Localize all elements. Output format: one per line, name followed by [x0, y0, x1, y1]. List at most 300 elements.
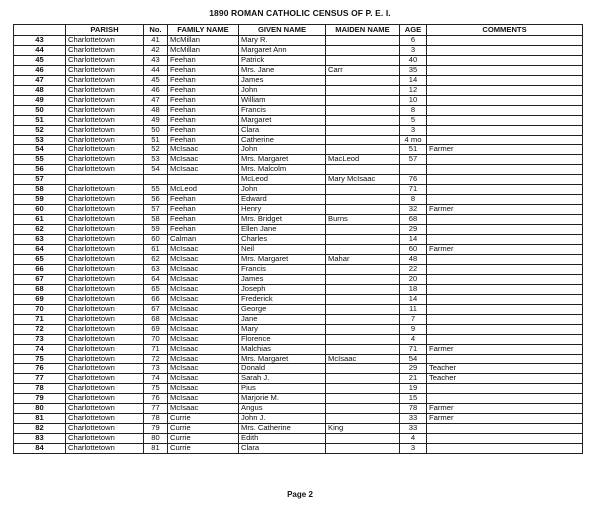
comments-cell — [427, 105, 583, 115]
comments-cell — [427, 394, 583, 404]
age-cell: 20 — [400, 274, 427, 284]
maiden-name-cell — [326, 364, 400, 374]
age-cell: 60 — [400, 245, 427, 255]
maiden-name-cell — [326, 374, 400, 384]
maiden-name-cell — [326, 394, 400, 404]
no-cell: 64 — [144, 274, 168, 284]
comments-cell — [427, 75, 583, 85]
family-name-cell: Feehan — [168, 195, 239, 205]
row-number: 80 — [14, 404, 66, 414]
given-name-cell: George — [239, 304, 326, 314]
age-cell: 40 — [400, 55, 427, 65]
family-name-cell: McIsaac — [168, 394, 239, 404]
no-cell: 70 — [144, 334, 168, 344]
family-name-cell: Feehan — [168, 115, 239, 125]
no-cell: 42 — [144, 45, 168, 55]
table-row — [14, 36, 583, 46]
comments-cell — [427, 85, 583, 95]
family-name-cell: McIsaac — [168, 374, 239, 384]
given-name-cell: McLeod — [239, 175, 326, 185]
no-cell: 53 — [144, 155, 168, 165]
table-row — [14, 394, 583, 404]
given-name-cell: Florence — [239, 334, 326, 344]
given-name-cell: William — [239, 95, 326, 105]
census-table — [13, 24, 583, 454]
age-cell: 4 — [400, 434, 427, 444]
given-name-cell: Malchias — [239, 344, 326, 354]
row-number: 58 — [14, 185, 66, 195]
no-cell: 65 — [144, 284, 168, 294]
given-name-cell: Mary — [239, 324, 326, 334]
parish-cell: Charlottetown — [66, 125, 144, 135]
comments-cell: Farmer — [427, 344, 583, 354]
age-cell: 68 — [400, 215, 427, 225]
maiden-name-cell: Mahar — [326, 254, 400, 264]
age-cell: 10 — [400, 95, 427, 105]
parish-cell: Charlottetown — [66, 185, 144, 195]
row-number: 78 — [14, 384, 66, 394]
comments-cell — [427, 264, 583, 274]
given-name-cell: Mary R. — [239, 36, 326, 46]
maiden-name-cell — [326, 125, 400, 135]
comments-cell: Farmer — [427, 205, 583, 215]
row-number: 62 — [14, 225, 66, 235]
age-cell: 4 — [400, 334, 427, 344]
comments-cell — [427, 45, 583, 55]
family-name-cell: Feehan — [168, 95, 239, 105]
family-name-cell: McIsaac — [168, 404, 239, 414]
maiden-name-cell — [326, 324, 400, 334]
row-number: 60 — [14, 205, 66, 215]
row-number: 44 — [14, 45, 66, 55]
row-number: 52 — [14, 125, 66, 135]
given-name-cell: Ellen Jane — [239, 225, 326, 235]
maiden-name-cell: Mary McIsaac — [326, 175, 400, 185]
comments-cell — [427, 55, 583, 65]
maiden-name-cell — [326, 414, 400, 424]
comments-cell — [427, 314, 583, 324]
parish-cell: Charlottetown — [66, 334, 144, 344]
maiden-name-cell — [326, 36, 400, 46]
family-name-cell: McLeod — [168, 185, 239, 195]
row-number: 64 — [14, 245, 66, 255]
parish-cell — [66, 175, 144, 185]
table-row — [14, 105, 583, 115]
parish-cell: Charlottetown — [66, 135, 144, 145]
comments-cell — [427, 215, 583, 225]
maiden-name-cell: Burns — [326, 215, 400, 225]
table-row — [14, 245, 583, 255]
no-cell: 74 — [144, 374, 168, 384]
parish-cell: Charlottetown — [66, 105, 144, 115]
given-name-cell: Catherine — [239, 135, 326, 145]
age-cell: 8 — [400, 195, 427, 205]
age-cell: 22 — [400, 264, 427, 274]
comments-cell — [427, 175, 583, 185]
comments-cell — [427, 125, 583, 135]
given-name-cell: Mrs. Margaret — [239, 254, 326, 264]
age-cell: 4 mo — [400, 135, 427, 145]
given-name-cell: Francis — [239, 264, 326, 274]
family-name-cell: McIsaac — [168, 324, 239, 334]
row-number: 56 — [14, 165, 66, 175]
maiden-name-cell — [326, 344, 400, 354]
comments-cell — [427, 165, 583, 175]
maiden-name-cell — [326, 55, 400, 65]
age-cell — [400, 165, 427, 175]
table-row — [14, 65, 583, 75]
row-number: 71 — [14, 314, 66, 324]
table-row — [14, 85, 583, 95]
maiden-name-cell — [326, 105, 400, 115]
no-cell: 60 — [144, 235, 168, 245]
table-row — [14, 205, 583, 215]
table-row — [14, 374, 583, 384]
table-row — [14, 225, 583, 235]
parish-cell: Charlottetown — [66, 404, 144, 414]
family-name-cell: McIsaac — [168, 294, 239, 304]
given-name-cell: Margaret — [239, 115, 326, 125]
age-cell: 29 — [400, 225, 427, 235]
given-name-cell: John — [239, 185, 326, 195]
table-row — [14, 324, 583, 334]
parish-cell: Charlottetown — [66, 65, 144, 75]
parish-cell: Charlottetown — [66, 95, 144, 105]
given-name-cell: Margaret Ann — [239, 45, 326, 55]
family-name-cell: Feehan — [168, 125, 239, 135]
comments-cell — [427, 36, 583, 46]
age-cell: 15 — [400, 394, 427, 404]
parish-cell: Charlottetown — [66, 55, 144, 65]
age-cell: 3 — [400, 125, 427, 135]
row-number: 53 — [14, 135, 66, 145]
table-row — [14, 364, 583, 374]
table-row — [14, 145, 583, 155]
given-name-cell: Edward — [239, 195, 326, 205]
comments-cell — [427, 434, 583, 444]
family-name-cell: McMillan — [168, 45, 239, 55]
parish-cell: Charlottetown — [66, 245, 144, 255]
age-cell: 3 — [400, 444, 427, 454]
given-name-cell: Jane — [239, 314, 326, 324]
no-cell: 63 — [144, 264, 168, 274]
given-name-cell: James — [239, 75, 326, 85]
maiden-name-cell — [326, 185, 400, 195]
age-cell: 21 — [400, 374, 427, 384]
row-number: 82 — [14, 424, 66, 434]
no-cell: 78 — [144, 414, 168, 424]
row-number: 77 — [14, 374, 66, 384]
family-name-cell: Feehan — [168, 75, 239, 85]
given-name-cell: Sarah J. — [239, 374, 326, 384]
table-row — [14, 334, 583, 344]
maiden-name-cell — [326, 274, 400, 284]
given-name-cell: Frederick — [239, 294, 326, 304]
family-name-cell: Feehan — [168, 225, 239, 235]
parish-cell: Charlottetown — [66, 85, 144, 95]
no-cell: 48 — [144, 105, 168, 115]
table-row — [14, 115, 583, 125]
parish-cell: Charlottetown — [66, 205, 144, 215]
maiden-name-cell — [326, 235, 400, 245]
maiden-name-cell — [326, 314, 400, 324]
table-row — [14, 304, 583, 314]
no-cell: 58 — [144, 215, 168, 225]
given-name-cell: John J. — [239, 414, 326, 424]
no-cell: 68 — [144, 314, 168, 324]
age-cell: 76 — [400, 175, 427, 185]
row-number: 49 — [14, 95, 66, 105]
no-cell: 72 — [144, 354, 168, 364]
age-cell: 78 — [400, 404, 427, 414]
parish-cell: Charlottetown — [66, 264, 144, 274]
table-row — [14, 125, 583, 135]
family-name-cell: McIsaac — [168, 274, 239, 284]
row-number: 50 — [14, 105, 66, 115]
family-name-cell: Currie — [168, 434, 239, 444]
comments-cell: Farmer — [427, 404, 583, 414]
table-row — [14, 45, 583, 55]
parish-cell: Charlottetown — [66, 424, 144, 434]
family-name-cell: Feehan — [168, 205, 239, 215]
family-name-cell: Currie — [168, 414, 239, 424]
age-cell: 11 — [400, 304, 427, 314]
maiden-name-cell: Carr — [326, 65, 400, 75]
parish-cell: Charlottetown — [66, 45, 144, 55]
given-name-cell: Patrick — [239, 55, 326, 65]
maiden-name-cell — [326, 334, 400, 344]
row-number: 84 — [14, 444, 66, 454]
given-name-cell: John — [239, 145, 326, 155]
given-name-cell: Donald — [239, 364, 326, 374]
given-name-cell: Mrs. Malcolm — [239, 165, 326, 175]
no-cell: 59 — [144, 225, 168, 235]
comments-cell — [427, 354, 583, 364]
comments-cell — [427, 274, 583, 284]
parish-cell: Charlottetown — [66, 344, 144, 354]
header-age: AGE — [400, 25, 427, 36]
age-cell: 71 — [400, 344, 427, 354]
no-cell: 43 — [144, 55, 168, 65]
comments-cell — [427, 304, 583, 314]
parish-cell: Charlottetown — [66, 324, 144, 334]
header-no: No. — [144, 25, 168, 36]
family-name-cell: McIsaac — [168, 304, 239, 314]
parish-cell: Charlottetown — [66, 314, 144, 324]
no-cell: 41 — [144, 36, 168, 46]
header-family-name: FAMILY NAME — [168, 25, 239, 36]
comments-cell — [427, 284, 583, 294]
header-given-name: GIVEN NAME — [239, 25, 326, 36]
row-number: 54 — [14, 145, 66, 155]
age-cell: 5 — [400, 115, 427, 125]
row-number: 45 — [14, 55, 66, 65]
parish-cell: Charlottetown — [66, 294, 144, 304]
table-row — [14, 165, 583, 175]
maiden-name-cell: King — [326, 424, 400, 434]
table-row — [14, 404, 583, 414]
table-row — [14, 254, 583, 264]
no-cell: 55 — [144, 185, 168, 195]
parish-cell: Charlottetown — [66, 274, 144, 284]
no-cell: 44 — [144, 65, 168, 75]
family-name-cell: McIsaac — [168, 284, 239, 294]
given-name-cell: Mrs. Catherine — [239, 424, 326, 434]
maiden-name-cell — [326, 304, 400, 314]
comments-cell — [427, 294, 583, 304]
given-name-cell: Mrs. Jane — [239, 65, 326, 75]
row-number: 55 — [14, 155, 66, 165]
table-row — [14, 434, 583, 444]
table-row — [14, 75, 583, 85]
parish-cell: Charlottetown — [66, 215, 144, 225]
maiden-name-cell — [326, 195, 400, 205]
maiden-name-cell — [326, 75, 400, 85]
comments-cell — [427, 324, 583, 334]
header-maiden-name: MAIDEN NAME — [326, 25, 400, 36]
no-cell: 50 — [144, 125, 168, 135]
comments-cell — [427, 95, 583, 105]
age-cell: 7 — [400, 314, 427, 324]
family-name-cell: McIsaac — [168, 165, 239, 175]
row-number: 46 — [14, 65, 66, 75]
age-cell: 57 — [400, 155, 427, 165]
table-row — [14, 195, 583, 205]
row-number: 66 — [14, 264, 66, 274]
maiden-name-cell — [326, 264, 400, 274]
parish-cell: Charlottetown — [66, 254, 144, 264]
row-number: 67 — [14, 274, 66, 284]
age-cell: 9 — [400, 324, 427, 334]
family-name-cell: Feehan — [168, 105, 239, 115]
row-number: 70 — [14, 304, 66, 314]
parish-cell: Charlottetown — [66, 434, 144, 444]
no-cell: 81 — [144, 444, 168, 454]
maiden-name-cell — [326, 284, 400, 294]
family-name-cell: McIsaac — [168, 314, 239, 324]
parish-cell: Charlottetown — [66, 284, 144, 294]
age-cell: 18 — [400, 284, 427, 294]
row-number: 43 — [14, 36, 66, 46]
comments-cell — [427, 254, 583, 264]
no-cell: 51 — [144, 135, 168, 145]
family-name-cell: Feehan — [168, 85, 239, 95]
row-number: 68 — [14, 284, 66, 294]
comments-cell: Teacher — [427, 374, 583, 384]
given-name-cell: Neil — [239, 245, 326, 255]
no-cell: 62 — [144, 254, 168, 264]
family-name-cell: McIsaac — [168, 155, 239, 165]
given-name-cell: Francis — [239, 105, 326, 115]
given-name-cell: Pius — [239, 384, 326, 394]
family-name-cell: McMillan — [168, 36, 239, 46]
maiden-name-cell — [326, 294, 400, 304]
given-name-cell: Edith — [239, 434, 326, 444]
table-row — [14, 294, 583, 304]
comments-cell — [427, 185, 583, 195]
maiden-name-cell — [326, 95, 400, 105]
comments-cell — [427, 384, 583, 394]
no-cell: 77 — [144, 404, 168, 414]
table-row — [14, 444, 583, 454]
no-cell: 66 — [144, 294, 168, 304]
row-number: 59 — [14, 195, 66, 205]
parish-cell: Charlottetown — [66, 225, 144, 235]
family-name-cell — [168, 175, 239, 185]
family-name-cell: McIsaac — [168, 254, 239, 264]
page-title: 1890 ROMAN CATHOLIC CENSUS OF P. E. I. — [209, 8, 391, 18]
maiden-name-cell — [326, 434, 400, 444]
age-cell: 12 — [400, 85, 427, 95]
given-name-cell: Henry — [239, 205, 326, 215]
table-row — [14, 175, 583, 185]
given-name-cell: Joseph — [239, 284, 326, 294]
row-number: 74 — [14, 344, 66, 354]
maiden-name-cell — [326, 384, 400, 394]
age-cell: 33 — [400, 424, 427, 434]
maiden-name-cell — [326, 145, 400, 155]
comments-cell — [427, 135, 583, 145]
maiden-name-cell — [326, 245, 400, 255]
row-number: 83 — [14, 434, 66, 444]
maiden-name-cell: MacLeod — [326, 155, 400, 165]
given-name-cell: John — [239, 85, 326, 95]
age-cell: 32 — [400, 205, 427, 215]
row-number: 47 — [14, 75, 66, 85]
table-row — [14, 274, 583, 284]
given-name-cell: Mrs. Margaret — [239, 155, 326, 165]
comments-cell — [427, 65, 583, 75]
no-cell: 56 — [144, 195, 168, 205]
family-name-cell: Feehan — [168, 135, 239, 145]
row-number: 61 — [14, 215, 66, 225]
table-row — [14, 314, 583, 324]
family-name-cell: Feehan — [168, 65, 239, 75]
table-row — [14, 215, 583, 225]
header-parish: PARISH — [66, 25, 144, 36]
comments-cell — [427, 155, 583, 165]
comments-cell — [427, 424, 583, 434]
age-cell: 14 — [400, 235, 427, 245]
no-cell: 71 — [144, 344, 168, 354]
maiden-name-cell — [326, 444, 400, 454]
parish-cell: Charlottetown — [66, 304, 144, 314]
comments-cell: Farmer — [427, 245, 583, 255]
table-row — [14, 344, 583, 354]
table-row — [14, 155, 583, 165]
family-name-cell: Currie — [168, 424, 239, 434]
no-cell: 57 — [144, 205, 168, 215]
age-cell: 51 — [400, 145, 427, 155]
given-name-cell: James — [239, 274, 326, 284]
family-name-cell: McIsaac — [168, 384, 239, 394]
comments-cell: Farmer — [427, 414, 583, 424]
row-number: 73 — [14, 334, 66, 344]
no-cell: 73 — [144, 364, 168, 374]
family-name-cell: McIsaac — [168, 264, 239, 274]
row-number: 76 — [14, 364, 66, 374]
family-name-cell: McIsaac — [168, 354, 239, 364]
no-cell: 75 — [144, 384, 168, 394]
comments-cell: Teacher — [427, 364, 583, 374]
parish-cell: Charlottetown — [66, 394, 144, 404]
maiden-name-cell — [326, 85, 400, 95]
no-cell: 49 — [144, 115, 168, 125]
age-cell: 29 — [400, 364, 427, 374]
row-number: 72 — [14, 324, 66, 334]
comments-cell — [427, 444, 583, 454]
no-cell: 47 — [144, 95, 168, 105]
